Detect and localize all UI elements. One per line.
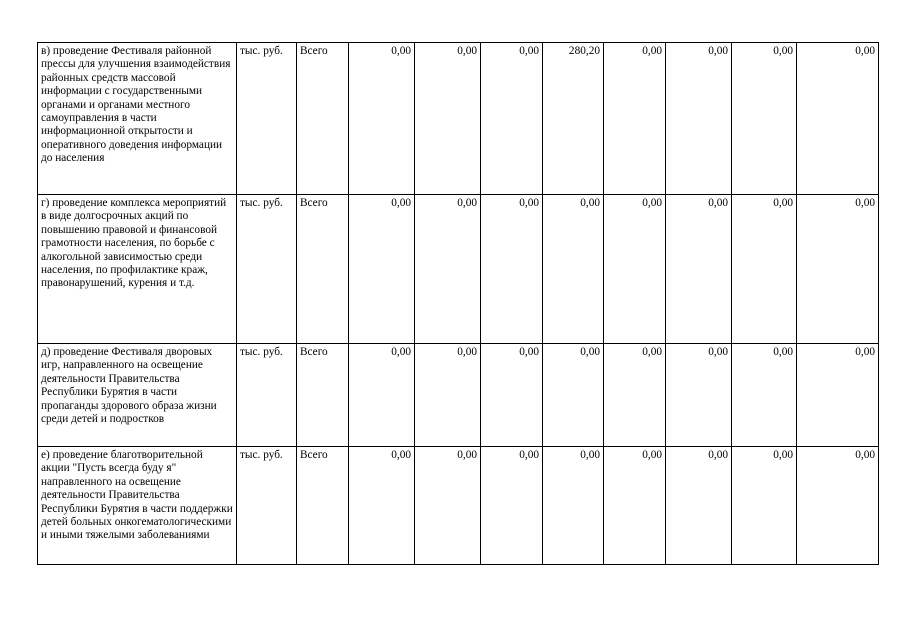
table-row (38, 447, 879, 565)
value-cell: 0,00 (349, 195, 415, 344)
value-cell: 0,00 (732, 43, 797, 195)
value-cell: 0,00 (797, 447, 879, 565)
row-funding-source: Всего (297, 447, 349, 565)
value-cell: 0,00 (543, 195, 604, 344)
budget-table (37, 42, 879, 565)
value-cell: 0,00 (604, 447, 666, 565)
value-cell: 0,00 (797, 195, 879, 344)
row-unit: тыс. руб. (237, 344, 297, 447)
table-row (38, 344, 879, 447)
value-cell: 0,00 (732, 447, 797, 565)
row-funding-source: Всего (297, 195, 349, 344)
row-description: е) проведение благотворительной акции "Пусть всегда буду я" направленного на освещение деятельности Правительства Республики Бурятия в части поддержки детей больных онкогематологическими и иными тяжелыми заболеваниями (38, 447, 237, 565)
value-cell: 0,00 (666, 344, 732, 447)
value-cell: 0,00 (666, 195, 732, 344)
value-cell: 0,00 (604, 344, 666, 447)
row-unit: тыс. руб. (237, 195, 297, 344)
row-description: г) проведение комплекса мероприятий в виде долгосрочных акций по повышению правовой и финансовой грамотности населения, по борьбе с алкогольной зависимостью среди населения, по профилактике краж, правонарушений, курения и т.д. (38, 195, 237, 344)
value-cell: 0,00 (481, 195, 543, 344)
value-cell: 0,00 (481, 344, 543, 447)
value-cell: 0,00 (415, 344, 481, 447)
value-cell: 0,00 (666, 43, 732, 195)
table-row (38, 195, 879, 344)
row-unit: тыс. руб. (237, 43, 297, 195)
value-cell: 0,00 (732, 195, 797, 344)
row-description: в) проведение Фестиваля районной прессы для улучшения взаимодействия районных средств массовой информации с государственными органами и органами местного самоуправления в части информационной открытости и оперативного доведения информации до населения (38, 43, 237, 195)
value-cell: 0,00 (415, 43, 481, 195)
value-cell: 0,00 (604, 43, 666, 195)
row-funding-source: Всего (297, 43, 349, 195)
value-cell: 0,00 (481, 447, 543, 565)
value-cell: 0,00 (349, 344, 415, 447)
value-cell: 0,00 (415, 195, 481, 344)
row-unit: тыс. руб. (237, 447, 297, 565)
value-cell: 0,00 (797, 344, 879, 447)
value-cell: 0,00 (604, 195, 666, 344)
row-funding-source: Всего (297, 344, 349, 447)
value-cell: 0,00 (481, 43, 543, 195)
value-cell: 0,00 (543, 447, 604, 565)
value-cell: 0,00 (349, 447, 415, 565)
value-cell: 280,20 (543, 43, 604, 195)
row-description: д) проведение Фестиваля дворовых игр, направленного на освещение деятельности Правительства Республики Бурятия в части пропаганды здорового образа жизни среди детей и подростков (38, 344, 237, 447)
value-cell: 0,00 (543, 344, 604, 447)
value-cell: 0,00 (349, 43, 415, 195)
table-row (38, 43, 879, 195)
value-cell: 0,00 (415, 447, 481, 565)
value-cell: 0,00 (666, 447, 732, 565)
value-cell: 0,00 (732, 344, 797, 447)
value-cell: 0,00 (797, 43, 879, 195)
document-page (37, 42, 879, 565)
